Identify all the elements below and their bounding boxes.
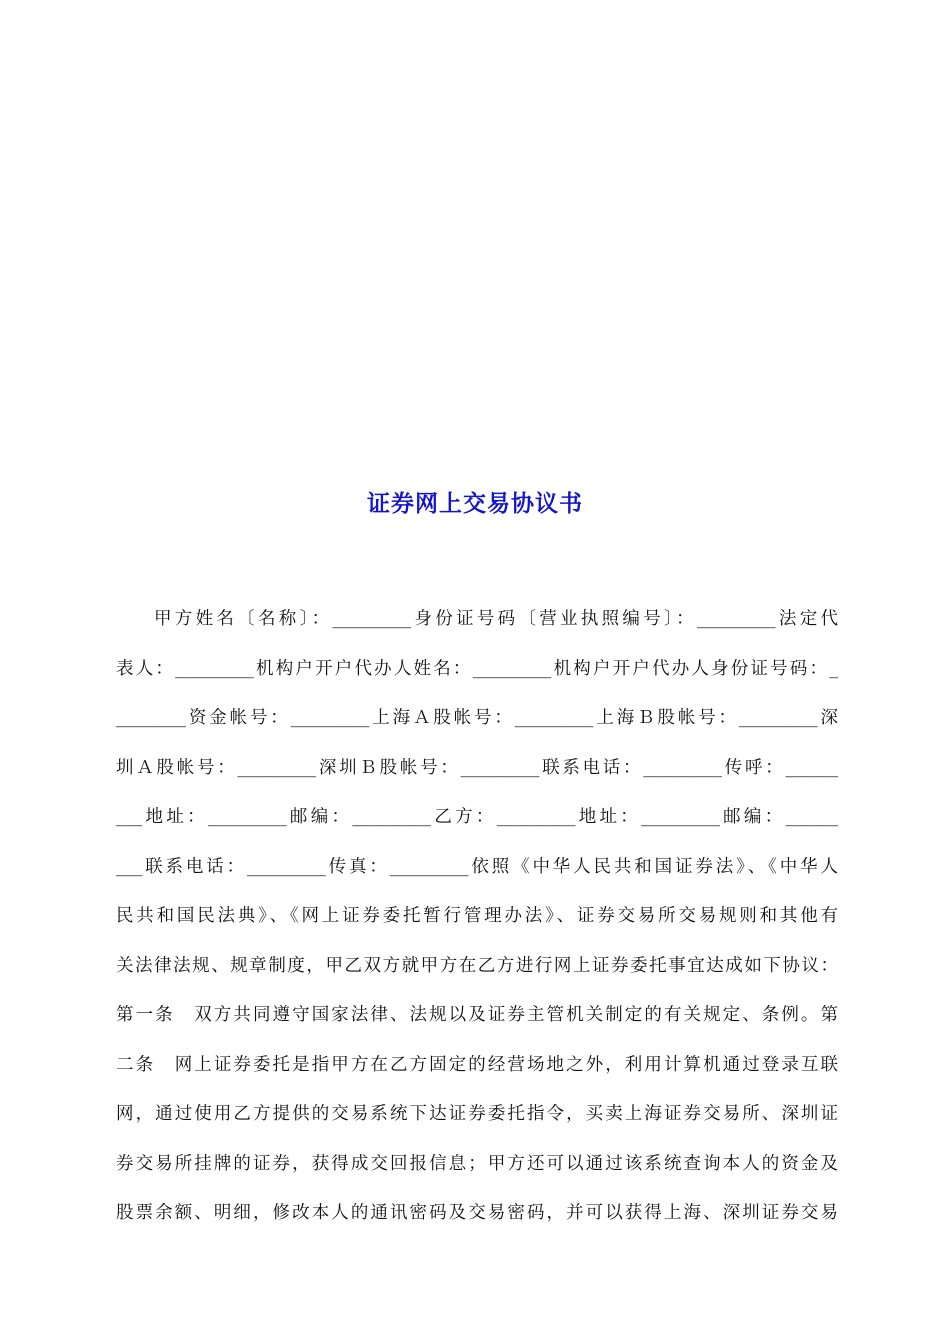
agreement-body [116,603,838,1247]
body-line: 二条 网上证券委托是指甲方在乙方固定的经营场地之外，利用计算机通过登录互联 [116,1054,838,1075]
document-title: 证券网上交易协议书 [367,490,583,517]
body-line: 股票余额、明细，修改本人的通讯密码及交易密码，并可以获得上海、深圳证券交易 [116,1203,838,1223]
body-line: ___地址：_________邮编：_________乙方：_________地址：_________邮编：______ [116,807,838,827]
body-line: 券交易所挂牌的证券，获得成交回报信息；甲方还可以通过该系统查询本人的资金及 [116,1153,838,1174]
body-line: 民共和国民法典》、《网上证券委托暂行管理办法》、证券交易所交易规则和其他有 [116,906,838,926]
body-line: 圳Ａ股帐号：_________深圳Ｂ股帐号：_________联系电话：_________传呼：______ [116,757,838,778]
body-line: 网，通过使用乙方提供的交易系统下达证券委托指令，买卖上海证券交易所、深圳证 [116,1104,838,1124]
body-line: 第一条 双方共同遵守国家法律、法规以及证券主管机关制定的有关规定、条例。第 [116,1005,838,1025]
body-line: ___联系电话：_________传真：_________依照《中华人民共和国证券法》、《中华人 [116,856,838,877]
body-line: 关法律法规、规章制度，甲乙双方就甲方在乙方进行网上证券委托事宜达成如下协议： [116,955,838,976]
body-line: ________资金帐号：_________上海Ａ股帐号：_________上海Ｂ股帐号：_________深 [116,708,838,728]
body-line: 甲方姓名〔名称〕：_________身份证号码〔营业执照编号〕：_________法定代 [154,609,838,629]
body-line: 表人：_________机构户开户代办人姓名：_________机构户开户代办人身份证号码：_ [116,658,838,679]
